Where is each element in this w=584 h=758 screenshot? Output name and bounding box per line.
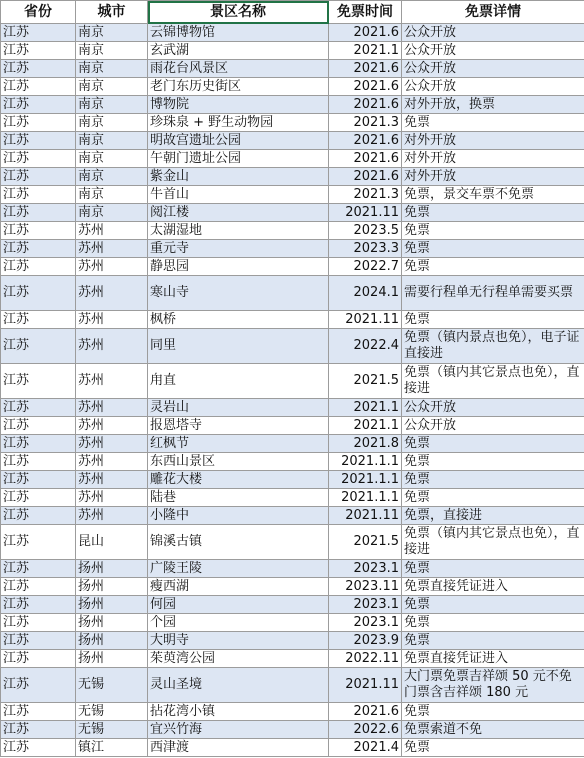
table-row bbox=[1, 614, 584, 632]
cell-scenic-name[interactable]: 何园 bbox=[148, 596, 329, 614]
table-row bbox=[1, 132, 584, 150]
cell-scenic-name[interactable]: 广陵王陵 bbox=[148, 560, 329, 578]
cell-province[interactable]: 江苏 bbox=[1, 453, 76, 471]
cell-scenic-name[interactable]: 大明寺 bbox=[148, 632, 329, 650]
cell-free-detail[interactable]: 对外开放 bbox=[402, 132, 584, 150]
cell-city[interactable]: 苏州 bbox=[76, 471, 148, 489]
cell-province[interactable]: 江苏 bbox=[1, 632, 76, 650]
cell-scenic-name[interactable]: 阅江楼 bbox=[148, 204, 329, 222]
cell-free-detail[interactable]: 免票 bbox=[402, 489, 584, 507]
table-row bbox=[1, 596, 584, 614]
table-row bbox=[1, 204, 584, 222]
cell-free-date[interactable]: 2021.5 bbox=[329, 525, 402, 560]
cell-province[interactable]: 江苏 bbox=[1, 596, 76, 614]
cell-city[interactable]: 南京 bbox=[76, 114, 148, 132]
table-row bbox=[1, 222, 584, 240]
cell-free-detail[interactable]: 免票 bbox=[402, 632, 584, 650]
table-row bbox=[1, 329, 584, 364]
cell-city[interactable]: 苏州 bbox=[76, 329, 148, 364]
cell-city[interactable]: 无锡 bbox=[76, 721, 148, 739]
cell-province[interactable]: 江苏 bbox=[1, 168, 76, 186]
cell-city[interactable]: 苏州 bbox=[76, 311, 148, 329]
cell-city[interactable]: 扬州 bbox=[76, 650, 148, 668]
cell-scenic-name[interactable]: 同里 bbox=[148, 329, 329, 364]
cell-scenic-name[interactable]: 云锦博物馆 bbox=[148, 24, 329, 42]
table-row bbox=[1, 96, 584, 114]
cell-province[interactable]: 江苏 bbox=[1, 42, 76, 60]
table-row bbox=[1, 435, 584, 453]
cell-province[interactable]: 江苏 bbox=[1, 471, 76, 489]
cell-free-date[interactable]: 2021.6 bbox=[329, 78, 402, 96]
cell-free-detail[interactable]: 免票 bbox=[402, 560, 584, 578]
cell-city[interactable]: 南京 bbox=[76, 132, 148, 150]
cell-free-detail[interactable]: 公众开放 bbox=[402, 399, 584, 417]
cell-city[interactable]: 苏州 bbox=[76, 453, 148, 471]
cell-city[interactable]: 南京 bbox=[76, 96, 148, 114]
cell-province[interactable]: 江苏 bbox=[1, 364, 76, 399]
cell-scenic-name[interactable]: 陆巷 bbox=[148, 489, 329, 507]
cell-free-detail[interactable]: 公众开放 bbox=[402, 24, 584, 42]
cell-free-date[interactable]: 2023.1 bbox=[329, 596, 402, 614]
cell-province[interactable]: 江苏 bbox=[1, 329, 76, 364]
table-row bbox=[1, 453, 584, 471]
table-row bbox=[1, 78, 584, 96]
cell-city[interactable]: 苏州 bbox=[76, 435, 148, 453]
cell-free-date[interactable]: 2023.3 bbox=[329, 240, 402, 258]
cell-scenic-name[interactable]: 茱萸湾公园 bbox=[148, 650, 329, 668]
cell-scenic-name[interactable]: 珍珠泉 + 野生动物园 bbox=[148, 114, 329, 132]
cell-city[interactable]: 苏州 bbox=[76, 417, 148, 435]
cell-free-detail[interactable]: 免票 bbox=[402, 453, 584, 471]
cell-free-date[interactable]: 2022.7 bbox=[329, 258, 402, 276]
cell-free-date[interactable]: 2022.4 bbox=[329, 329, 402, 364]
table-row bbox=[1, 417, 584, 435]
cell-scenic-name[interactable]: 牛首山 bbox=[148, 186, 329, 204]
cell-free-detail[interactable]: 免票（镇内景点也免），电子证直接进 bbox=[402, 329, 584, 364]
cell-scenic-name[interactable]: 博物院 bbox=[148, 96, 329, 114]
cell-free-detail[interactable]: 免票 bbox=[402, 258, 584, 276]
cell-province[interactable]: 江苏 bbox=[1, 435, 76, 453]
cell-free-date[interactable]: 2021.6 bbox=[329, 703, 402, 721]
cell-city[interactable]: 苏州 bbox=[76, 276, 148, 311]
cell-scenic-name[interactable]: 静思园 bbox=[148, 258, 329, 276]
cell-province[interactable]: 江苏 bbox=[1, 507, 76, 525]
cell-city[interactable]: 南京 bbox=[76, 150, 148, 168]
cell-scenic-name[interactable]: 枫桥 bbox=[148, 311, 329, 329]
cell-free-detail[interactable]: 免票（镇内其它景点也免），直接进 bbox=[402, 364, 584, 399]
cell-free-detail[interactable]: 免票 bbox=[402, 471, 584, 489]
cell-free-date[interactable]: 2021.1.1 bbox=[329, 453, 402, 471]
cell-free-date[interactable]: 2021.5 bbox=[329, 364, 402, 399]
cell-free-date[interactable]: 2021.1 bbox=[329, 42, 402, 60]
table-row bbox=[1, 42, 584, 60]
cell-free-detail[interactable]: 公众开放 bbox=[402, 78, 584, 96]
cell-free-detail[interactable]: 免票直接凭证进入 bbox=[402, 578, 584, 596]
cell-free-detail[interactable]: 公众开放 bbox=[402, 417, 584, 435]
cell-city[interactable]: 南京 bbox=[76, 60, 148, 78]
table-row bbox=[1, 650, 584, 668]
cell-city[interactable]: 南京 bbox=[76, 204, 148, 222]
cell-scenic-name[interactable]: 老门东历史街区 bbox=[148, 78, 329, 96]
cell-province[interactable]: 江苏 bbox=[1, 668, 76, 703]
cell-province[interactable]: 江苏 bbox=[1, 24, 76, 42]
cell-province[interactable]: 江苏 bbox=[1, 525, 76, 560]
cell-scenic-name[interactable]: 瘦西湖 bbox=[148, 578, 329, 596]
cell-scenic-name[interactable]: 雨花台风景区 bbox=[148, 60, 329, 78]
cell-free-detail[interactable]: 免票 bbox=[402, 204, 584, 222]
cell-free-detail[interactable]: 免票 bbox=[402, 703, 584, 721]
table-row bbox=[1, 240, 584, 258]
cell-city[interactable]: 无锡 bbox=[76, 668, 148, 703]
cell-free-detail[interactable]: 公众开放 bbox=[402, 42, 584, 60]
cell-free-date[interactable]: 2021.6 bbox=[329, 132, 402, 150]
cell-scenic-name[interactable]: 重元寺 bbox=[148, 240, 329, 258]
cell-scenic-name[interactable]: 灵山圣境 bbox=[148, 668, 329, 703]
cell-city[interactable]: 苏州 bbox=[76, 507, 148, 525]
cell-scenic-name[interactable]: 小隆中 bbox=[148, 507, 329, 525]
cell-free-detail[interactable]: 免票 bbox=[402, 311, 584, 329]
cell-city[interactable]: 南京 bbox=[76, 24, 148, 42]
cell-free-date[interactable]: 2023.1 bbox=[329, 560, 402, 578]
cell-free-detail[interactable]: 免票索道不免 bbox=[402, 721, 584, 739]
cell-free-date[interactable]: 2023.11 bbox=[329, 578, 402, 596]
cell-city[interactable]: 苏州 bbox=[76, 399, 148, 417]
cell-province[interactable]: 江苏 bbox=[1, 60, 76, 78]
cell-free-detail[interactable]: 公众开放 bbox=[402, 60, 584, 78]
cell-scenic-name[interactable]: 红枫节 bbox=[148, 435, 329, 453]
cell-free-date[interactable]: 2021.1 bbox=[329, 399, 402, 417]
cell-city[interactable]: 无锡 bbox=[76, 703, 148, 721]
cell-city[interactable]: 南京 bbox=[76, 186, 148, 204]
table-row bbox=[1, 399, 584, 417]
cell-city[interactable]: 扬州 bbox=[76, 614, 148, 632]
table-row bbox=[1, 186, 584, 204]
cell-free-detail[interactable]: 免票 bbox=[402, 739, 584, 757]
cell-free-detail[interactable]: 免票直接凭证进入 bbox=[402, 650, 584, 668]
cell-scenic-name[interactable]: 灵岩山 bbox=[148, 399, 329, 417]
cell-free-date[interactable]: 2024.1 bbox=[329, 276, 402, 311]
cell-city[interactable]: 南京 bbox=[76, 168, 148, 186]
table-row bbox=[1, 668, 584, 703]
header-row bbox=[1, 1, 584, 24]
cell-free-date[interactable]: 2021.1 bbox=[329, 417, 402, 435]
table-row bbox=[1, 560, 584, 578]
table-row bbox=[1, 721, 584, 739]
table-row bbox=[1, 471, 584, 489]
cell-scenic-name[interactable]: 拈花湾小镇 bbox=[148, 703, 329, 721]
cell-scenic-name[interactable]: 玄武湖 bbox=[148, 42, 329, 60]
cell-province[interactable]: 江苏 bbox=[1, 96, 76, 114]
cell-province[interactable]: 江苏 bbox=[1, 114, 76, 132]
cell-free-date[interactable]: 2021.6 bbox=[329, 96, 402, 114]
table-row bbox=[1, 258, 584, 276]
cell-free-date[interactable]: 2022.6 bbox=[329, 721, 402, 739]
cell-free-date[interactable]: 2023.1 bbox=[329, 614, 402, 632]
cell-scenic-name[interactable]: 甪直 bbox=[148, 364, 329, 399]
header-province[interactable]: 省份 bbox=[1, 1, 76, 24]
cell-free-detail[interactable]: 免票，景交车票不免票 bbox=[402, 186, 584, 204]
table-row bbox=[1, 578, 584, 596]
cell-free-detail[interactable]: 免票（镇内其它景点也免），直接进 bbox=[402, 525, 584, 560]
cell-scenic-name[interactable]: 宜兴竹海 bbox=[148, 721, 329, 739]
cell-free-date[interactable]: 2021.3 bbox=[329, 114, 402, 132]
table-row bbox=[1, 525, 584, 560]
header-free-date[interactable]: 免票时间 bbox=[329, 1, 402, 24]
cell-province[interactable]: 江苏 bbox=[1, 560, 76, 578]
cell-scenic-name[interactable]: 太湖湿地 bbox=[148, 222, 329, 240]
cell-province[interactable]: 江苏 bbox=[1, 311, 76, 329]
cell-scenic-name[interactable]: 锦溪古镇 bbox=[148, 525, 329, 560]
cell-province[interactable]: 江苏 bbox=[1, 703, 76, 721]
cell-free-date[interactable]: 2021.11 bbox=[329, 204, 402, 222]
cell-province[interactable]: 江苏 bbox=[1, 650, 76, 668]
table-body bbox=[1, 24, 584, 757]
header-city[interactable]: 城市 bbox=[76, 1, 148, 24]
cell-province[interactable]: 江苏 bbox=[1, 258, 76, 276]
cell-city[interactable]: 扬州 bbox=[76, 560, 148, 578]
header-scenic-name[interactable]: 景区名称 bbox=[148, 1, 329, 24]
table-row bbox=[1, 739, 584, 757]
cell-province[interactable]: 江苏 bbox=[1, 132, 76, 150]
cell-province[interactable]: 江苏 bbox=[1, 399, 76, 417]
cell-scenic-name[interactable]: 东西山景区 bbox=[148, 453, 329, 471]
cell-city[interactable]: 苏州 bbox=[76, 258, 148, 276]
table-row bbox=[1, 60, 584, 78]
cell-city[interactable]: 苏州 bbox=[76, 240, 148, 258]
cell-free-detail[interactable]: 免票 bbox=[402, 435, 584, 453]
cell-city[interactable]: 扬州 bbox=[76, 578, 148, 596]
cell-scenic-name[interactable]: 报恩塔寺 bbox=[148, 417, 329, 435]
cell-province[interactable]: 江苏 bbox=[1, 721, 76, 739]
cell-scenic-name[interactable]: 午朝门遗址公园 bbox=[148, 150, 329, 168]
cell-scenic-name[interactable]: 西津渡 bbox=[148, 739, 329, 757]
cell-free-detail[interactable]: 免票 bbox=[402, 114, 584, 132]
cell-scenic-name[interactable]: 紫金山 bbox=[148, 168, 329, 186]
cell-free-detail[interactable]: 免票 bbox=[402, 222, 584, 240]
cell-free-detail[interactable]: 免票 bbox=[402, 614, 584, 632]
cell-city[interactable]: 南京 bbox=[76, 42, 148, 60]
cell-scenic-name[interactable]: 寒山寺 bbox=[148, 276, 329, 311]
table-row bbox=[1, 311, 584, 329]
cell-province[interactable]: 江苏 bbox=[1, 78, 76, 96]
table-row bbox=[1, 489, 584, 507]
table-row bbox=[1, 632, 584, 650]
cell-free-date[interactable]: 2021.11 bbox=[329, 311, 402, 329]
cell-city[interactable]: 扬州 bbox=[76, 632, 148, 650]
cell-free-date[interactable]: 2021.6 bbox=[329, 24, 402, 42]
cell-free-detail[interactable]: 对外开放 bbox=[402, 150, 584, 168]
header-free-detail[interactable]: 免票详情 bbox=[402, 1, 584, 24]
cell-province[interactable]: 江苏 bbox=[1, 222, 76, 240]
cell-free-date[interactable]: 2021.3 bbox=[329, 186, 402, 204]
cell-scenic-name[interactable]: 雕花大楼 bbox=[148, 471, 329, 489]
cell-province[interactable]: 江苏 bbox=[1, 186, 76, 204]
cell-free-date[interactable]: 2021.11 bbox=[329, 668, 402, 703]
table-row bbox=[1, 168, 584, 186]
cell-free-detail[interactable]: 免票，直接进 bbox=[402, 507, 584, 525]
cell-province[interactable]: 江苏 bbox=[1, 276, 76, 311]
cell-free-detail[interactable]: 对外开放 bbox=[402, 168, 584, 186]
cell-free-date[interactable]: 2023.9 bbox=[329, 632, 402, 650]
cell-free-date[interactable]: 2021.8 bbox=[329, 435, 402, 453]
cell-city[interactable]: 昆山 bbox=[76, 525, 148, 560]
cell-free-date[interactable]: 2021.6 bbox=[329, 150, 402, 168]
cell-province[interactable]: 江苏 bbox=[1, 204, 76, 222]
cell-city[interactable]: 苏州 bbox=[76, 489, 148, 507]
table-row bbox=[1, 703, 584, 721]
cell-province[interactable]: 江苏 bbox=[1, 240, 76, 258]
cell-free-date[interactable]: 2021.1.1 bbox=[329, 471, 402, 489]
cell-city[interactable]: 镇江 bbox=[76, 739, 148, 757]
cell-province[interactable]: 江苏 bbox=[1, 489, 76, 507]
cell-free-date[interactable]: 2021.11 bbox=[329, 507, 402, 525]
cell-free-detail[interactable]: 需要行程单无行程单需要买票 bbox=[402, 276, 584, 311]
cell-city[interactable]: 南京 bbox=[76, 78, 148, 96]
cell-province[interactable]: 江苏 bbox=[1, 739, 76, 757]
cell-free-date[interactable]: 2021.4 bbox=[329, 739, 402, 757]
cell-province[interactable]: 江苏 bbox=[1, 578, 76, 596]
table-row bbox=[1, 24, 584, 42]
cell-scenic-name[interactable]: 明故宫遗址公园 bbox=[148, 132, 329, 150]
cell-province[interactable]: 江苏 bbox=[1, 614, 76, 632]
cell-free-date[interactable]: 2021.6 bbox=[329, 168, 402, 186]
cell-free-date[interactable]: 2023.5 bbox=[329, 222, 402, 240]
cell-province[interactable]: 江苏 bbox=[1, 150, 76, 168]
table-row bbox=[1, 114, 584, 132]
cell-free-date[interactable]: 2021.6 bbox=[329, 60, 402, 78]
cell-free-detail[interactable]: 免票 bbox=[402, 240, 584, 258]
table-row bbox=[1, 150, 584, 168]
cell-city[interactable]: 扬州 bbox=[76, 596, 148, 614]
table-row bbox=[1, 276, 584, 311]
cell-city[interactable]: 苏州 bbox=[76, 364, 148, 399]
cell-free-detail[interactable]: 免票 bbox=[402, 596, 584, 614]
cell-free-detail[interactable]: 对外开放，换票 bbox=[402, 96, 584, 114]
cell-city[interactable]: 苏州 bbox=[76, 222, 148, 240]
cell-free-date[interactable]: 2022.11 bbox=[329, 650, 402, 668]
cell-scenic-name[interactable]: 个园 bbox=[148, 614, 329, 632]
table-row bbox=[1, 364, 584, 399]
cell-free-date[interactable]: 2021.1.1 bbox=[329, 489, 402, 507]
cell-free-detail[interactable]: 大门票免票吉祥颂 50 元不免门票含吉祥颂 180 元 bbox=[402, 668, 584, 703]
table-row bbox=[1, 507, 584, 525]
cell-province[interactable]: 江苏 bbox=[1, 417, 76, 435]
